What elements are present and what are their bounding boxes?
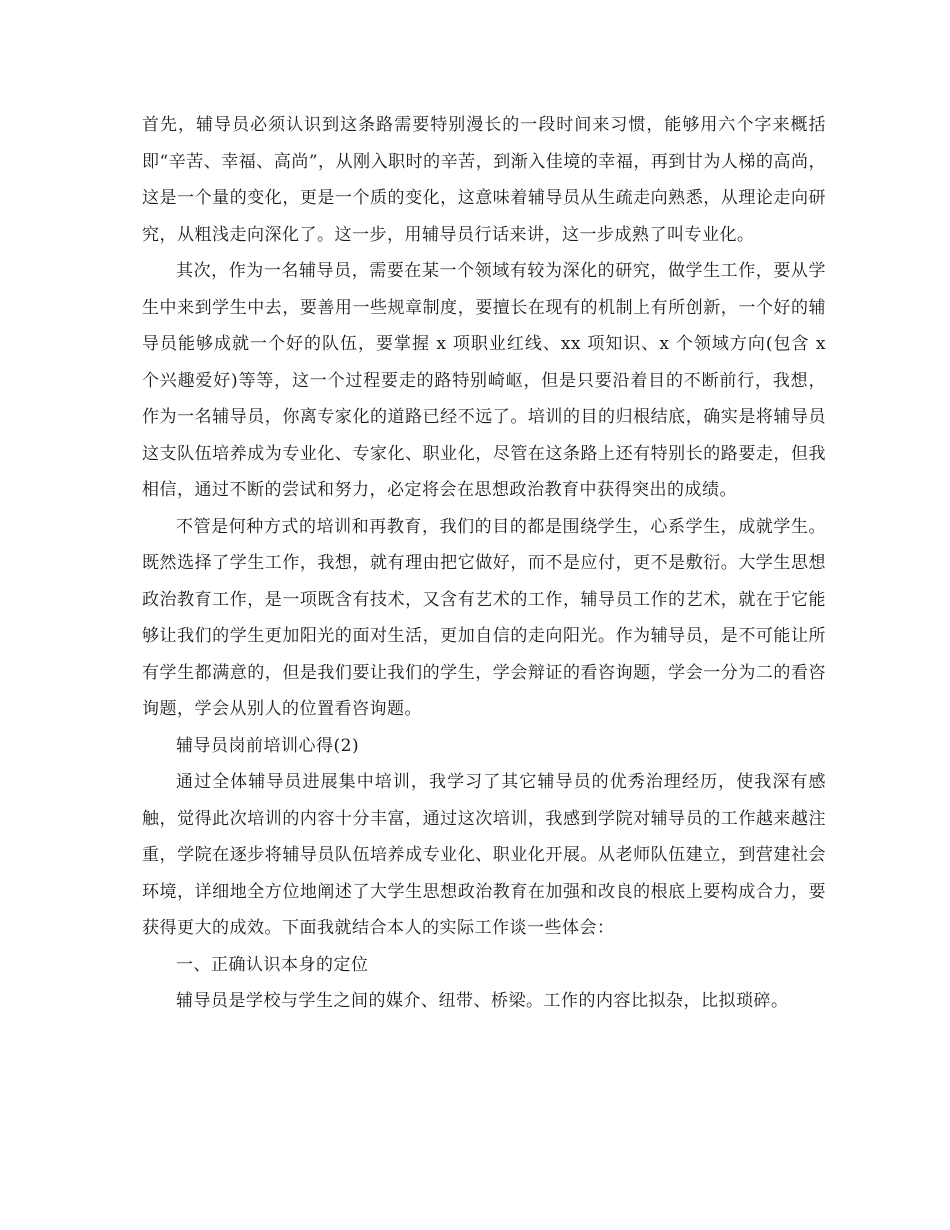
paragraph-third: 不管是何种方式的培训和再教育，我们的目的都是围绕学生，心系学生，成就学生。既然选择了学生工作，我想，就有理由把它做好，而不是应付，更不是敷衍。大学生思想政治教育工作，是一项既含有技术，又含有艺术的工作，辅导员工作的艺术，就在于它能够让我们的学生更加阳光的面对生活，更加自信的走向阳光。作为辅导员，是不可能让所有学生都满意的，但是我们要让我们的学生，学会辩证的看咨询题，学会一分为二的看咨询题，学会从别人的位置看咨询题。	[142, 516, 826, 719]
paragraph-training: 通过全体辅导员进展集中培训，我学习了其它辅导员的优秀治理经历，使我深有感触，觉得此次培训的内容十分丰富，通过这次培训，我感到学院对辅导员的工作越来越注重，学院在逐步将辅导员队伍培养成专业化、职业化开展。从老师队伍建立，到营建社会环境，详细地全方位地阐述了大学生思想政治教育在加强和改良的根底上要构成合力，要获得更大的成效。下面我就结合本人的实际工作谈一些体会：	[142, 772, 826, 938]
document-body	[142, 107, 826, 1020]
section-title: 辅导员岗前培训心得(2)	[176, 735, 360, 756]
paragraph-second: 其次，作为一名辅导员，需要在某一个领域有较为深化的研究，做学生工作，要从学生中来到学生中去，要善用一些规章制度，要擅长在现有的机制上有所创新，一个好的辅导员能够成就一个好的队伍，要掌握 x 项职业红线、xx 项知识、x 个领域方向(包含 x 个兴趣爱好)等等，这一个过程要走的路特别崎岖，但是只要沿着目的不断前行，我想，作为一名辅导员，你离专家化的道路已经不远了。培训的目的归根结底，确实是将辅导员这支队伍培养成为专业化、专家化、职业化，尽管在这条路上还有特别长的路要走，但我相信，通过不断的尝试和努力，必定将会在思想政治教育中获得突出的成绩。	[142, 261, 826, 500]
subheading-positioning: 一、正确认识本身的定位	[176, 954, 369, 975]
paragraph-intro: 首先，辅导员必须认识到这条路需要特别漫长的一段时间来习惯，能够用六个字来概括即“辛苦、幸福、高尚”，从刚入职时的辛苦，到渐入佳境的幸福，再到甘为人梯的高尚，这是一个量的变化，更是一个质的变化，这意味着辅导员从生疏走向熟悉，从理论走向研究，从粗浅走向深化了。这一步，用辅导员行话来讲，这一步成熟了叫专业化。	[142, 115, 826, 245]
paragraph-role: 辅导员是学校与学生之间的媒介、纽带、桥梁。工作的内容比拟杂，比拟琐碎。	[176, 991, 789, 1011]
